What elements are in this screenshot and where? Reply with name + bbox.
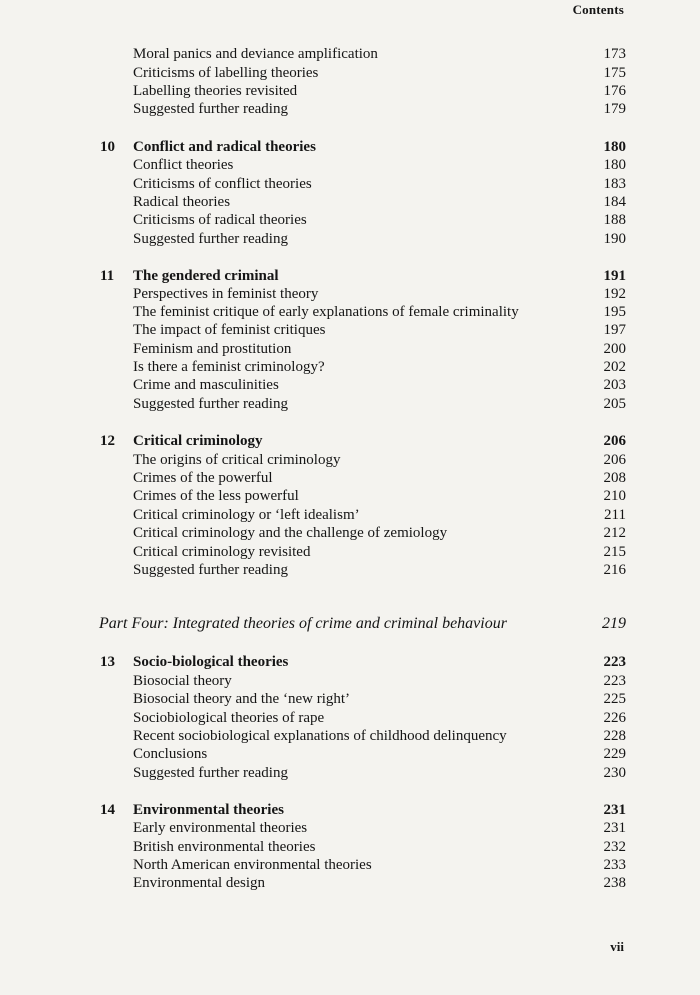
entry-title: Conclusions — [133, 746, 208, 762]
toc-entry — [0, 744, 700, 764]
toc-entry — [0, 284, 700, 304]
chapter-heading — [0, 431, 700, 451]
entry-title: Environmental design — [133, 875, 266, 891]
entry-page: 232 — [603, 839, 626, 855]
entry-page: 190 — [603, 231, 626, 247]
entry-page: 208 — [603, 470, 626, 486]
entry-page: 195 — [603, 304, 626, 320]
part-heading — [0, 612, 700, 636]
entry-title: Crimes of the less powerful — [133, 488, 299, 504]
entry-title: Critical criminology or ‘left idealism’ — [133, 507, 360, 523]
toc-entry — [0, 155, 700, 175]
entry-page: 202 — [603, 359, 626, 375]
toc-entry — [0, 210, 700, 230]
entry-title: Labelling theories revisited — [133, 83, 298, 99]
entry-page: 230 — [603, 765, 626, 781]
entry-title: The feminist critique of early explanations of female criminality — [133, 304, 519, 320]
entry-title: Conflict theories — [133, 157, 234, 173]
toc-entry — [0, 542, 700, 562]
toc-entry — [0, 726, 700, 746]
page-folio: vii — [610, 939, 624, 954]
entry-page: 184 — [603, 194, 626, 210]
entry-title: Suggested further reading — [133, 231, 288, 247]
entry-title: Crimes of the powerful — [133, 470, 273, 486]
chapter-page: 191 — [603, 268, 626, 284]
toc-entry — [0, 229, 700, 249]
chapter-heading — [0, 137, 700, 157]
toc-entry — [0, 837, 700, 857]
toc-entry — [0, 339, 700, 359]
chapter-number: 10 — [100, 139, 115, 155]
entry-title: Critical criminology revisited — [133, 544, 311, 560]
entry-title: The origins of critical criminology — [133, 452, 341, 468]
entry-title: Criticisms of conflict theories — [133, 176, 312, 192]
toc-entry — [0, 63, 700, 83]
entry-title: British environmental theories — [133, 839, 316, 855]
toc-entry — [0, 505, 700, 525]
chapter-number: 12 — [100, 433, 115, 449]
entry-page: 197 — [603, 322, 626, 338]
entry-page: 180 — [603, 157, 626, 173]
entry-page: 206 — [603, 452, 626, 468]
toc-entry — [0, 560, 700, 580]
toc-entry — [0, 708, 700, 728]
entry-page: 233 — [603, 857, 626, 873]
entry-title: Suggested further reading — [133, 101, 288, 117]
toc-entry — [0, 174, 700, 194]
entry-title: Crime and masculinities — [133, 377, 279, 393]
entry-title: Feminism and prostitution — [133, 341, 292, 357]
entry-page: 216 — [603, 562, 626, 578]
toc-entry — [0, 486, 700, 506]
entry-page: 200 — [603, 341, 626, 357]
entry-page: 175 — [603, 65, 626, 81]
chapter-page: 223 — [603, 654, 626, 670]
entry-page: 229 — [603, 746, 626, 762]
entry-page: 225 — [603, 691, 626, 707]
entry-title: The impact of feminist critiques — [133, 322, 326, 338]
entry-page: 188 — [603, 212, 626, 228]
entry-title: Radical theories — [133, 194, 231, 210]
toc-entry — [0, 523, 700, 543]
chapter-heading — [0, 652, 700, 672]
entry-title: Is there a feminist criminology? — [133, 359, 325, 375]
chapter-title: Environmental theories — [133, 802, 284, 818]
entry-page: 223 — [603, 673, 626, 689]
toc-entry — [0, 671, 700, 691]
toc-entry — [0, 375, 700, 395]
chapter-heading — [0, 266, 700, 286]
part-title: Part Four: Integrated theories of crime and criminal behaviour — [99, 615, 507, 632]
entry-title: North American environmental theories — [133, 857, 372, 873]
entry-title: Suggested further reading — [133, 765, 288, 781]
chapter-number: 14 — [100, 802, 115, 818]
entry-title: Suggested further reading — [133, 562, 288, 578]
entry-page: 226 — [603, 710, 626, 726]
entry-page: 228 — [603, 728, 626, 744]
chapter-title: Socio-biological theories — [133, 654, 289, 670]
toc-entry — [0, 320, 700, 340]
chapter-page: 180 — [603, 139, 626, 155]
entry-page: 173 — [603, 46, 626, 62]
entry-title: Early environmental theories — [133, 820, 308, 836]
chapter-title: Critical criminology — [133, 433, 263, 449]
chapter-title: The gendered criminal — [133, 268, 279, 284]
toc-entry — [0, 81, 700, 101]
toc-entry — [0, 394, 700, 414]
entry-title: Critical criminology and the challenge of zemiology — [133, 525, 448, 541]
entry-page: 231 — [603, 820, 626, 836]
toc-entry — [0, 855, 700, 875]
running-head: Contents — [572, 2, 624, 17]
toc-entry — [0, 44, 700, 64]
toc-entry — [0, 302, 700, 322]
entry-page: 215 — [603, 544, 626, 560]
entry-page: 176 — [603, 83, 626, 99]
entry-page: 192 — [603, 286, 626, 302]
toc-entry — [0, 450, 700, 470]
entry-page: 205 — [603, 396, 626, 412]
toc-entry — [0, 763, 700, 783]
entry-title: Recent sociobiological explanations of childhood delinquency — [133, 728, 507, 744]
chapter-page: 231 — [603, 802, 626, 818]
toc-entry — [0, 357, 700, 377]
entry-page: 203 — [603, 377, 626, 393]
chapter-number: 13 — [100, 654, 115, 670]
entry-title: Biosocial theory — [133, 673, 232, 689]
toc-entry — [0, 468, 700, 488]
entry-title: Suggested further reading — [133, 396, 288, 412]
entry-page: 212 — [603, 525, 626, 541]
entry-page: 211 — [604, 507, 626, 523]
toc-entry — [0, 689, 700, 709]
entry-title: Criticisms of radical theories — [133, 212, 307, 228]
part-page: 219 — [602, 615, 626, 632]
entry-title: Biosocial theory and the ‘new right’ — [133, 691, 351, 707]
entry-page: 210 — [603, 488, 626, 504]
entry-title: Criticisms of labelling theories — [133, 65, 319, 81]
entry-title: Perspectives in feminist theory — [133, 286, 319, 302]
chapter-heading — [0, 800, 700, 820]
entry-title: Sociobiological theories of rape — [133, 710, 325, 726]
entry-page: 179 — [603, 101, 626, 117]
toc-entry — [0, 818, 700, 838]
toc-entry — [0, 873, 700, 893]
toc-entry — [0, 99, 700, 119]
entry-page: 238 — [603, 875, 626, 891]
entry-title: Moral panics and deviance amplification — [133, 46, 378, 62]
toc-entry — [0, 192, 700, 212]
chapter-number: 11 — [100, 268, 115, 284]
chapter-title: Conflict and radical theories — [133, 139, 316, 155]
chapter-page: 206 — [603, 433, 626, 449]
entry-page: 183 — [603, 176, 626, 192]
